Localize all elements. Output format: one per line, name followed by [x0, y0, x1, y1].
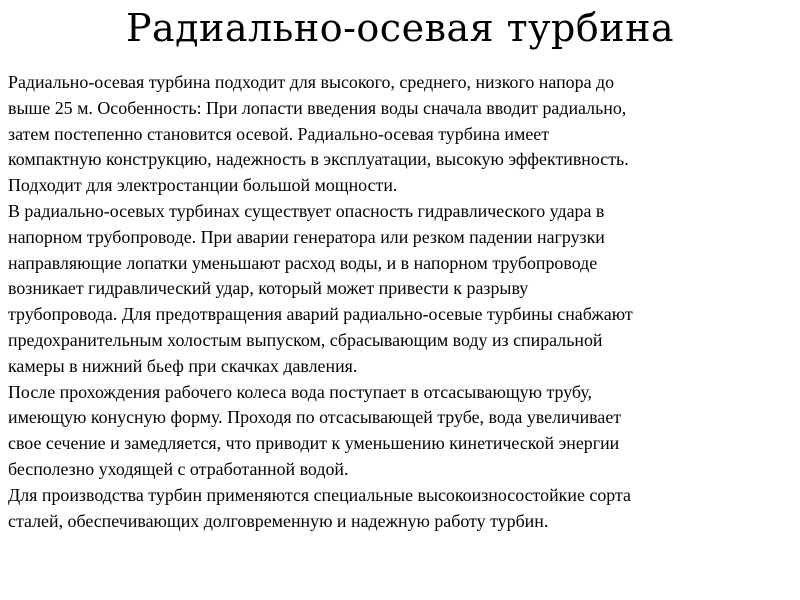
text-line: свое сечение и замедляется, что приводит к уменьшению кинетической энергии [8, 433, 620, 454]
text-line: напорном трубопроводе. При аварии генератора или резком падении нагрузки [8, 226, 605, 247]
text-line: бесполезно уходящей с отработанной водой. [8, 458, 349, 479]
text-line: В радиально-осевых турбинах существует опасность гидравлического удара в [8, 200, 605, 221]
text-line: имеющую конусную форму. Проходя по отсасывающей трубе, вода увеличивает [8, 407, 622, 428]
text-line: После прохождения рабочего колеса вода поступает в отсасывающую трубу, [8, 381, 592, 402]
text-line: возникает гидравлический удар, который может привести к разрыву [8, 278, 529, 299]
text-line: Радиально-осевая турбина подходит для высокого, среднего, низкого напора до [8, 72, 615, 92]
slide-body-text [8, 70, 798, 534]
text-line: сталей, обеспечивающих долговременную и надежную работу турбин. [8, 510, 549, 531]
text-line: трубопровода. Для предотвращения аварий радиально-осевые турбины снабжают [8, 304, 633, 325]
text-line: затем постепенно становится осевой. Радиально-осевая турбина имеет [8, 123, 550, 144]
text-line: выше 25 м. Особенность: При лопасти введения воды сначала вводит радиально, [8, 97, 627, 118]
text-line: предохранительным холостым выпуском, сбрасывающим воду из спиральной [8, 329, 603, 350]
slide-title: Радиально-осевая турбина [125, 6, 675, 50]
text-line: Для производства турбин применяются специальные высокоизносостойкие сорта [8, 484, 632, 505]
text-line: направляющие лопатки уменьшают расход воды, и в напорном трубопроводе [8, 252, 598, 273]
text-line: камеры в нижний бьеф при скачках давления. [8, 355, 358, 376]
text-line: Подходит для электростанции большой мощности. [8, 175, 398, 196]
text-line: компактную конструкцию, надежность в эксплуатации, высокую эффективность. [8, 149, 629, 170]
